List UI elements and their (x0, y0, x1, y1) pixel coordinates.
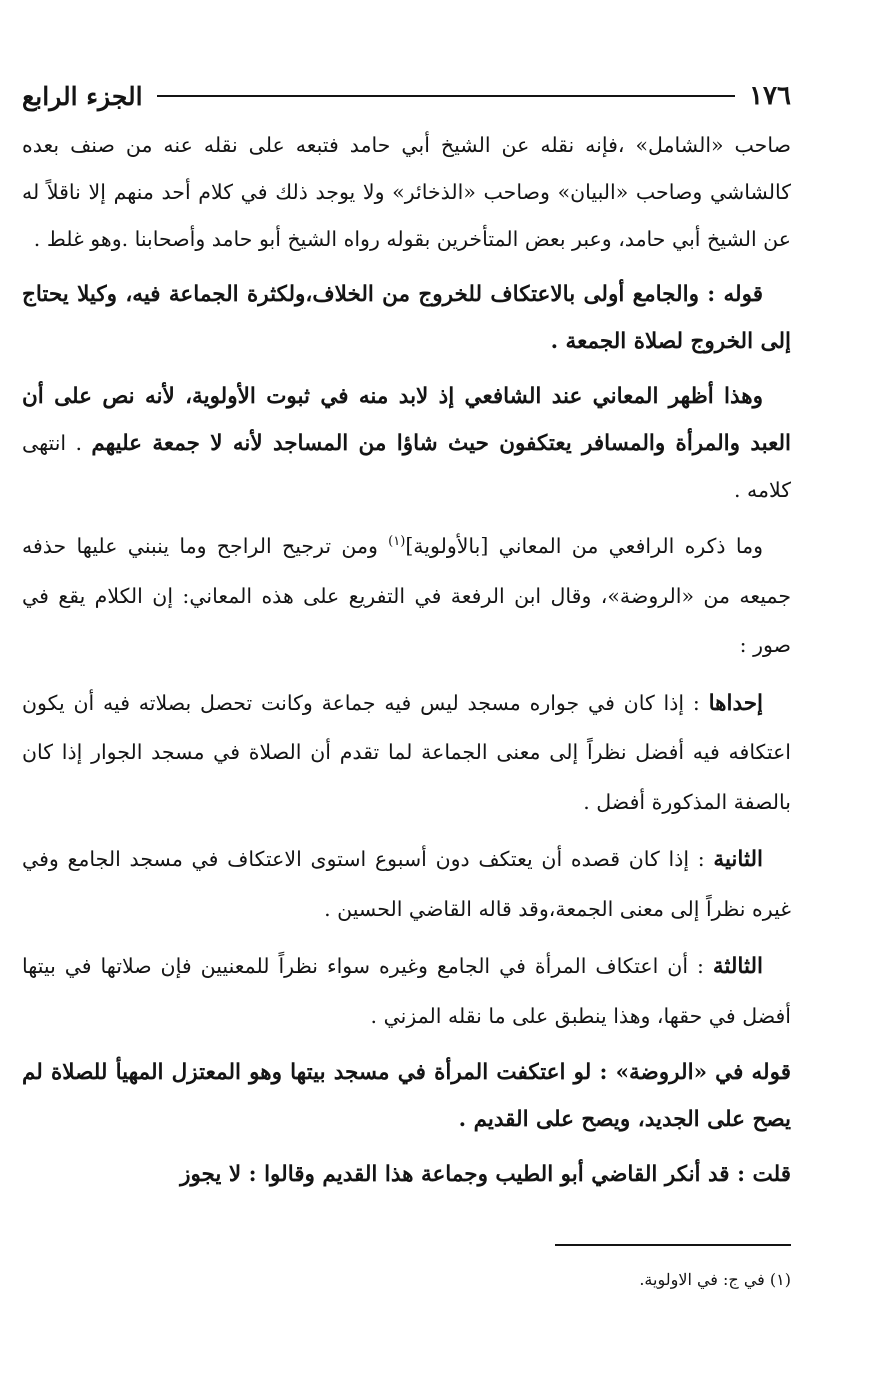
paragraph-7-label: الثالثة (712, 954, 763, 979)
paragraph-3-rest: . انتهى كلامه . (22, 431, 791, 502)
paragraph-5-text: : إذا كان في جواره مسجد ليس فيه جماعة وكانت تحصل بصلاته فيه أن يكون اعتكافه فيه أفضل نظراً إلى معنى الجماعة لما تقدم أن الصلاة في مسجد الجوار إذا كان بالصفة المذكورة أفضل . (22, 690, 791, 814)
paragraph-7 (22, 942, 791, 1041)
paragraph-6-label: الثانية (713, 847, 763, 872)
paragraph-4-before: وما ذكره الرافعي من المعاني [بالأولوية] (405, 534, 763, 558)
footnote-separator (555, 1244, 791, 1246)
paragraph-5 (22, 679, 791, 828)
paragraph-7-text: : أن اعتكاف المرأة في الجامع وغيره سواء نظراً للمعنيين فإن صلاتها في بيتها أفضل في حقها، وهذا ينطبق على ما نقله المزني . (22, 954, 791, 1028)
paragraph-4 (22, 522, 791, 671)
paragraph-6-text: : إذا كان قصده أن يعتكف دون أسبوع استوى الاعتكاف في مسجد الجامع وفي غيره نظراً إلى معنى الجمعة،وقد قاله القاضي الحسين . (22, 847, 791, 921)
paragraph-3 (22, 373, 791, 514)
paragraph-5-label: إحداها (708, 690, 763, 716)
paragraph-4-after: ومن ترجيح الراجح وما ينبني عليها حذفه جميعه من «الروضة»، وقال ابن الرفعة في التفريع على هذه المعاني: إن الكلام يقع في صور : (22, 534, 791, 657)
footnote: (١) في ج: في الاولوية. (639, 1270, 791, 1289)
footnote-reference[interactable]: (١) (388, 534, 406, 550)
header-rule (157, 95, 736, 97)
page-number: ١٧٦ (749, 81, 791, 111)
paragraph-6 (22, 835, 791, 934)
paragraph-2: قوله : والجامع أولى بالاعتكاف للخروج من الخلاف،ولكثرة الجماعة فيه، وكيلا يحتاج إلى الخروج لصلاة الجمعة . (22, 282, 791, 354)
page-body (22, 122, 791, 1206)
paragraph-9: قلت : قد أنكر القاضي أبو الطيب وجماعة هذا القديم وقالوا : لا يجوز (180, 1162, 791, 1187)
page-header (22, 78, 791, 114)
part-title: الجزء الرابع (22, 81, 143, 111)
paragraph-3-bold: وهذا أظهر المعاني عند الشافعي إذ لابد منه في ثبوت الأولوية، لأنه نص على أن العبد والمرأة والمسافر يعتكفون حيث شاؤا من المساجد لأنه لا جمعة عليهم (22, 384, 791, 456)
paragraph-8: قوله في «الروضة» : لو اعتكفت المرأة في مسجد بيتها وهو المعتزل المهيأ للصلاة لم يصح على الجديد، ويصح على القديم . (22, 1060, 791, 1132)
paragraph-1: صاحب «الشامل» ،فإنه نقله عن الشيخ أبي حامد فتبعه على نقله عنه من صنف بعده كالشاشي وصاحب «البيان» وصاحب «الذخائر» ولا يوجد ذلك في كلام أحد منهم إلا ناقلاً له عن الشيخ أبي حامد، وعبر بعض المتأخرين بقوله رواه الشيخ أبو حامد وأصحابنا .وهو غلط . (22, 133, 791, 251)
